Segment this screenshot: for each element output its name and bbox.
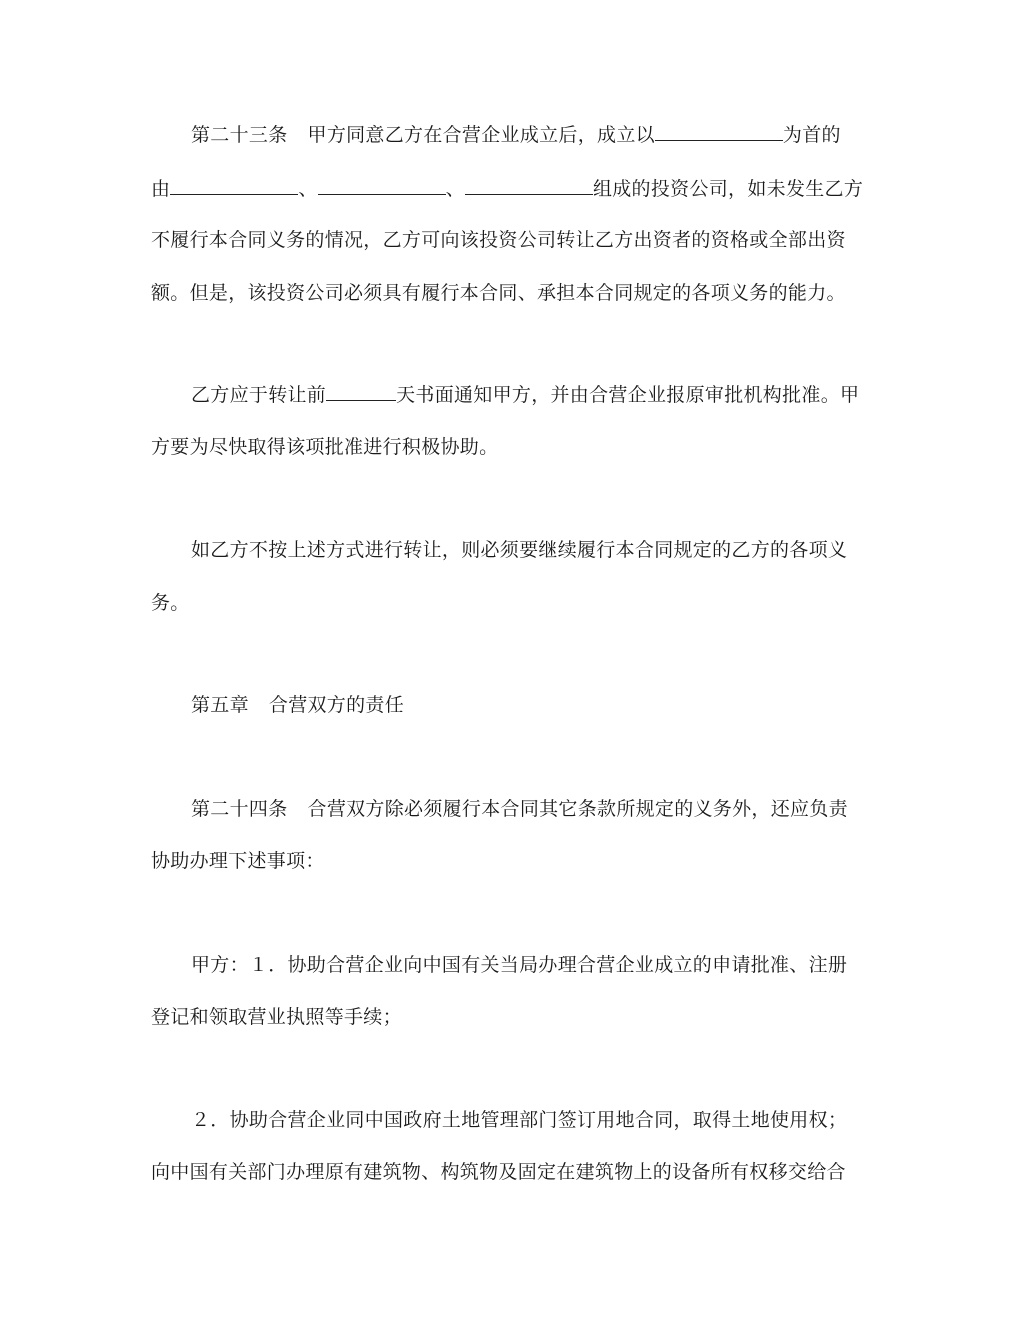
chapter-5-heading: 第五章 合营双方的责任 <box>191 694 405 716</box>
otherwise-line-2: 务。 <box>151 592 190 614</box>
fill-blank <box>465 176 593 195</box>
notice-line-2: 方要为尽快取得该项批准进行积极协助。 <box>151 436 499 458</box>
article-23-heading: 第二十三条 <box>191 124 288 146</box>
fill-blank <box>170 176 298 195</box>
party-a-item-2-line-2: 向中国有关部门办理原有建筑物、构筑物及固定在建筑物上的设备所有权移交给合 <box>151 1161 846 1183</box>
party-a-item-2-line-1: ２．协助合营企业同中国政府土地管理部门签订用地合同，取得土地使用权； <box>191 1109 848 1131</box>
party-a-item-1-line-2: 登记和领取营业执照等手续； <box>151 1006 402 1028</box>
fill-blank <box>326 382 396 401</box>
party-a-item-1-line-1: 甲方：１．协助合营企业向中国有关当局办理合营企业成立的申请批准、注册 <box>191 954 848 976</box>
article-24-heading: 第二十四条 <box>191 798 288 820</box>
fill-blank <box>655 122 783 141</box>
article-23-line-1: 第二十三条 甲方同意乙方在合营企业成立后，成立以 为首的 <box>191 124 841 146</box>
article-24-line-2: 协助办理下述事项： <box>151 850 325 872</box>
article-24-line-1: 第二十四条 合营双方除必须履行本合同其它条款所规定的义务外，还应负责 <box>191 798 848 820</box>
notice-line-1: 乙方应于转让前 天书面通知甲方，并由合营企业报原审批机构批准。甲 <box>191 384 860 406</box>
otherwise-line-1: 如乙方不按上述方式进行转让，则必须要继续履行本合同规定的乙方的各项义 <box>191 539 848 561</box>
article-23-line-4: 额。但是，该投资公司必须具有履行本合同、承担本合同规定的各项义务的能力。 <box>151 282 846 304</box>
fill-blank <box>318 176 446 195</box>
article-23-line-2: 由 、 、 组成的投资公司，如未发生乙方 <box>151 178 864 200</box>
article-23-line-3: 不履行本合同义务的情况，乙方可向该投资公司转让乙方出资者的资格或全部出资 <box>151 229 846 251</box>
